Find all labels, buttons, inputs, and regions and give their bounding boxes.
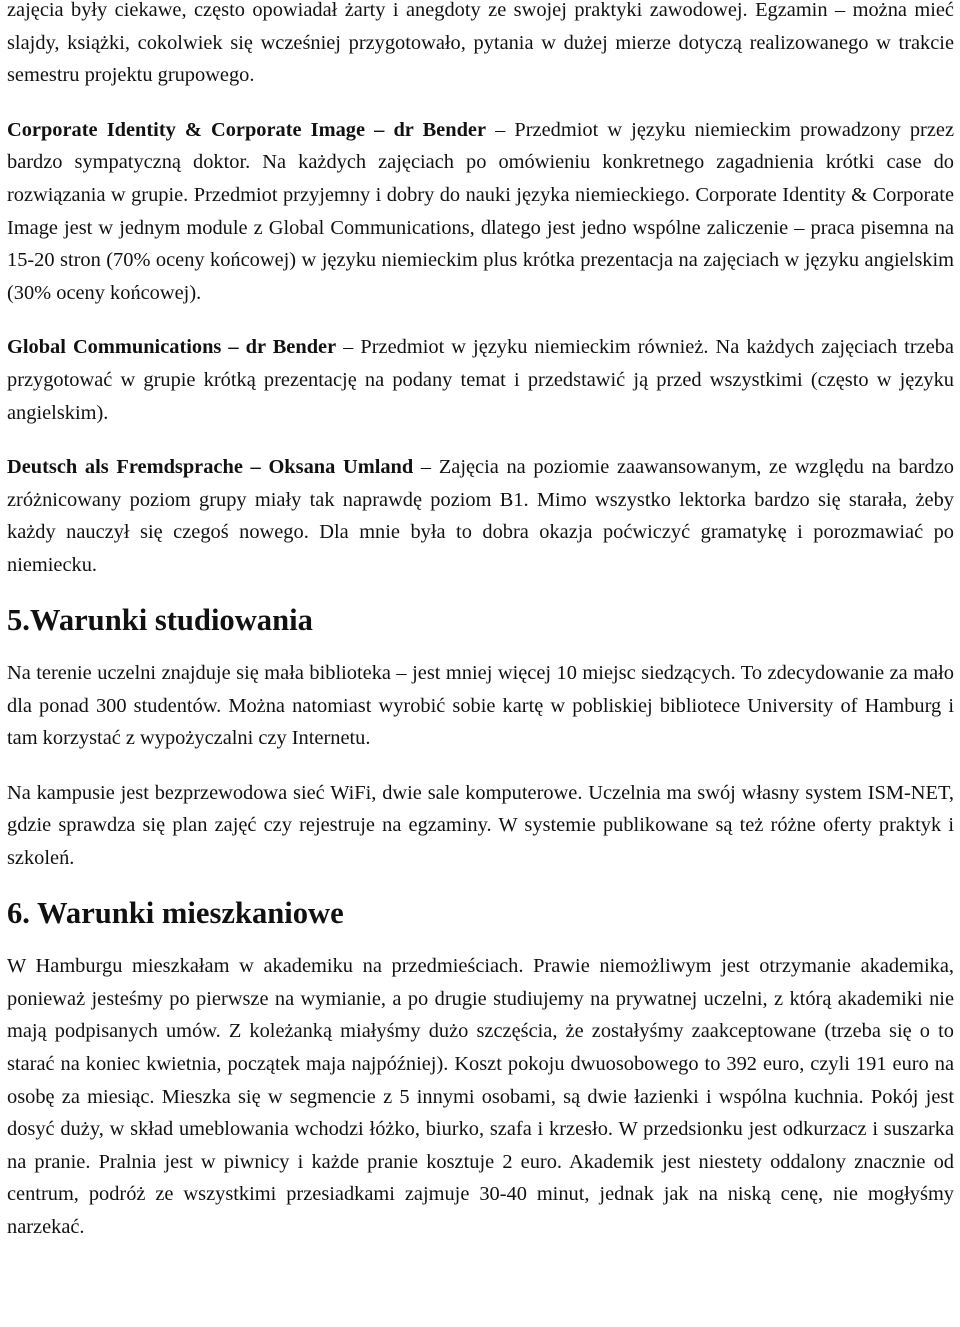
paragraph-corporate-identity — [7, 114, 954, 310]
paragraph-campus: Na kampusie jest bezprzewodowa sieć WiFi, dwie sale komputerowe. Uczelnia ma swój własny system ISM-NET, gdzie sprawdza się plan zajęć czy rejestruje na egzaminy. W systemie publikowane są też różne oferty praktyk i szkoleń. — [7, 781, 954, 870]
course-desc-global-communications: – Przedmiot w języku niemieckim również. Na każdych zajęciach trzeba przygotować w grupie krótką prezentację na podany temat i przedstawić ją przed wszystkimi (często w języku angielskim). — [7, 336, 954, 424]
course-desc-deutsch: – Zajęcia na poziomie zaawansowanym, ze względu na bardzo zróżnicowany poziom grupy miały tak naprawdę poziom B1. Mimo wszystko lektorka bardzo się starała, żeby każdy nauczył się czegoś nowego. Dla mnie była to dobra okazja poćwiczyć gramatykę i porozmawiać po niemiecku. — [7, 456, 954, 576]
course-title-corporate-identity: Corporate Identity & Corporate Image – dr Bender — [7, 118, 487, 141]
paragraph-intro: zajęcia były ciekawe, często opowiadał żarty i anegdoty ze swojej praktyki zawodowej. Egzamin – można mieć slajdy, książki, cokolwiek się wcześniej przygotowało, pytania w dużej mierze dotyczą realizowanego w trakcie semestru projektu grupowego. — [7, 0, 954, 87]
paragraph-global-communications — [7, 331, 954, 429]
course-desc-corporate-identity: – Przedmiot w języku niemieckim prowadzony przez bardzo sympatyczną doktor. Na każdych zajęciach po omówieniu konkretnego zagadnienia krótki case do rozwiązania w grupie. Przedmiot przyjemny i dobry do nauki języka niemieckiego. Corporate Identity & Corporate Image jest w jednym module z Global Communications, dlatego jest jedno wspólne zaliczenie – praca pisemna na 15-20 stron (70% oceny końcowej) w języku niemieckim plus krótka prezentacja na zajęciach w języku angielskim (30% oceny końcowej). — [7, 118, 954, 304]
section-heading-warunki-mieszkaniowe: 6. Warunki mieszkaniowe — [7, 895, 344, 930]
paragraph-library: Na terenie uczelni znajduje się mała biblioteka – jest mniej więcej 10 miejsc siedzących. To zdecydowanie za mało dla ponad 300 studentów. Można natomiast wyrobić sobie kartę w pobliskiej bibliotece University of Hamburg i tam korzystać z wypożyczalni czy Internetu. — [7, 662, 954, 750]
course-title-global-communications: Global Communications – dr Bender — [7, 336, 337, 359]
section-heading-warunki-studiowania: 5.Warunki studiowania — [7, 602, 313, 637]
paragraph-housing: W Hamburgu mieszkałam w akademiku na przedmieściach. Prawie niemożliwym jest otrzymanie akademika, ponieważ jesteśmy po pierwsze na wymianie, a po drugie studiujemy na prywatnej uczelni, z którą akademiki nie mają podpisanych umów. Z koleżanką miałyśmy dużo szczęścia, że zostałyśmy zaakceptowane (trzeba się o to starać na koniec kwietnia, początek maja najpóźniej). Koszt pokoju dwuosobowego to 392 euro, czyli 191 euro na osobę za miesiąc. Mieszka się w segmencie z 5 innymi osobami, są dwie łazienki i wspólna kuchnia. Pokój jest dosyć duży, w skład umeblowania wchodzi łóżko, biurko, szafa i krzesło. W przedsionku jest odkurzacz i suszarka na pranie. Pralnia jest w piwnicy i każde pranie kosztuje 2 euro. Akademik jest niestety oddalony znacznie od centrum, podróż ze wszystkimi przesiadkami zajmuje 30-40 minut, jednak jak na niską cenę, nie mogłyśmy narzekać. — [7, 955, 954, 1238]
course-title-deutsch: Deutsch als Fremdsprache – Oksana Umland — [7, 456, 414, 479]
paragraph-deutsch — [7, 451, 954, 581]
